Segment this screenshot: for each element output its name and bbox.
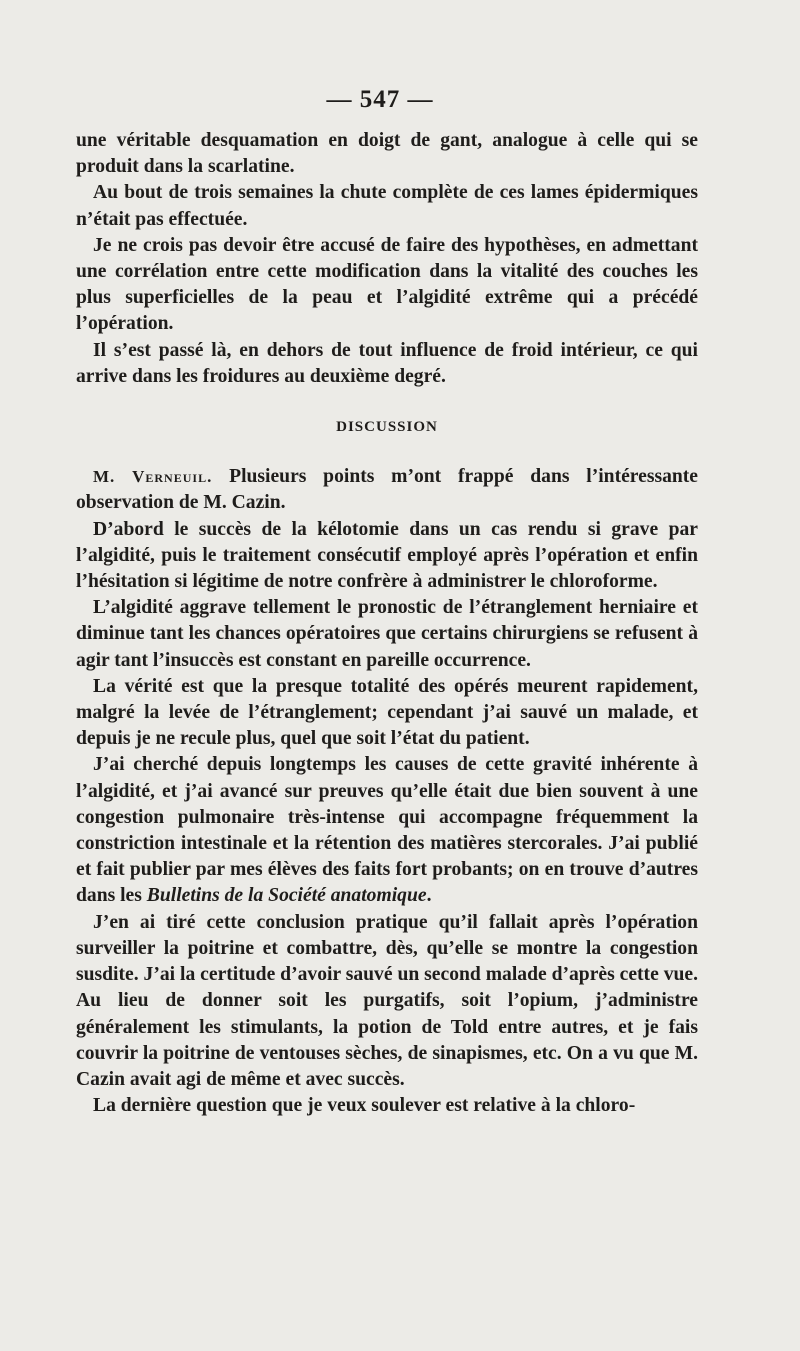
page-body [76,128,698,1119]
page-number: — 547 — [326,86,434,113]
paragraph: La vérité est que la presque totalité des opérés meurent rapidement, malgré la levée de l’étranglement; cependant j’ai sauvé un malade, et depuis je ne recule plus, quel que soit l’état du patient. [76,675,698,750]
paragraph-text: . [426,885,432,907]
paragraph: Il s’est passé là, en dehors de tout influence de froid intérieur, ce qui arrive dans les froidures au deuxième degré. [76,339,698,387]
speaker-text: Plusieurs points m’ont frappé dans l’intéressante observation de M. Cazin. [76,466,698,514]
paragraph [76,752,698,909]
paragraph [76,464,698,516]
paragraph-text: J’ai cherché depuis longtemps les causes de cette gravité inhérente à l’algidité, et j’ai avancé sur preuves qu’elle était due bien souvent à une congestion pulmonaire très-intense qui accompagne fréquemment la constriction intestinale et la rétention des matières stercorales. J’ai publié et fait publier par mes élèves des faits fort probants; on en trouve d’autres dans les [76,754,698,907]
paragraph: une véritable desquamation en doigt de gant, analogue à celle qui se produit dans la scarlatine. [76,130,698,178]
section-heading: DISCUSSION [336,419,438,436]
paragraph: La dernière question que je veux soulever est relative à la chloro- [93,1095,636,1117]
paragraph: Je ne crois pas devoir être accusé de faire des hypothèses, en admettant une corrélation entre cette modification dans la vitalité des couches les plus superficielles de la peau et l’algidité extrême qui a précédé l’opération. [76,234,698,335]
paragraph: D’abord le succès de la kélotomie dans un cas rendu si grave par l’algidité, puis le traitement consécutif employé après l’opération et enfin l’hésitation si légitime de notre confrère à administrer le chloroforme. [76,518,698,593]
speaker-name: M. Verneuil. [93,467,213,487]
paragraph: J’en ai tiré cette conclusion pratique qu’il fallait après l’opération surveiller la poitrine et combattre, dès, qu’elle se montre la congestion susdite. J’ai la certitude d’avoir sauvé un second malade d’après cette vue. Au lieu de donner soit les purgatifs, soit l’opium, j’administre généralement les stimulants, la potion de Told entre autres, et je fais couvrir la poitrine de ventouses sèches, de sinapismes, etc. On a vu que M. Cazin avait agi de même et avec succès. [76,911,698,1090]
paragraph: L’algidité aggrave tellement le pronostic de l’étranglement herniaire et diminue tant les chances opératoires que certains chirurgiens se refusent à agir tant l’insuccès est constant en pareille occurrence. [76,597,698,671]
paragraph: Au bout de trois semaines la chute complète de ces lames épidermiques n’était pas effectuée. [76,182,698,230]
italic-title: Bulletins de la Société anatomique [146,885,427,907]
